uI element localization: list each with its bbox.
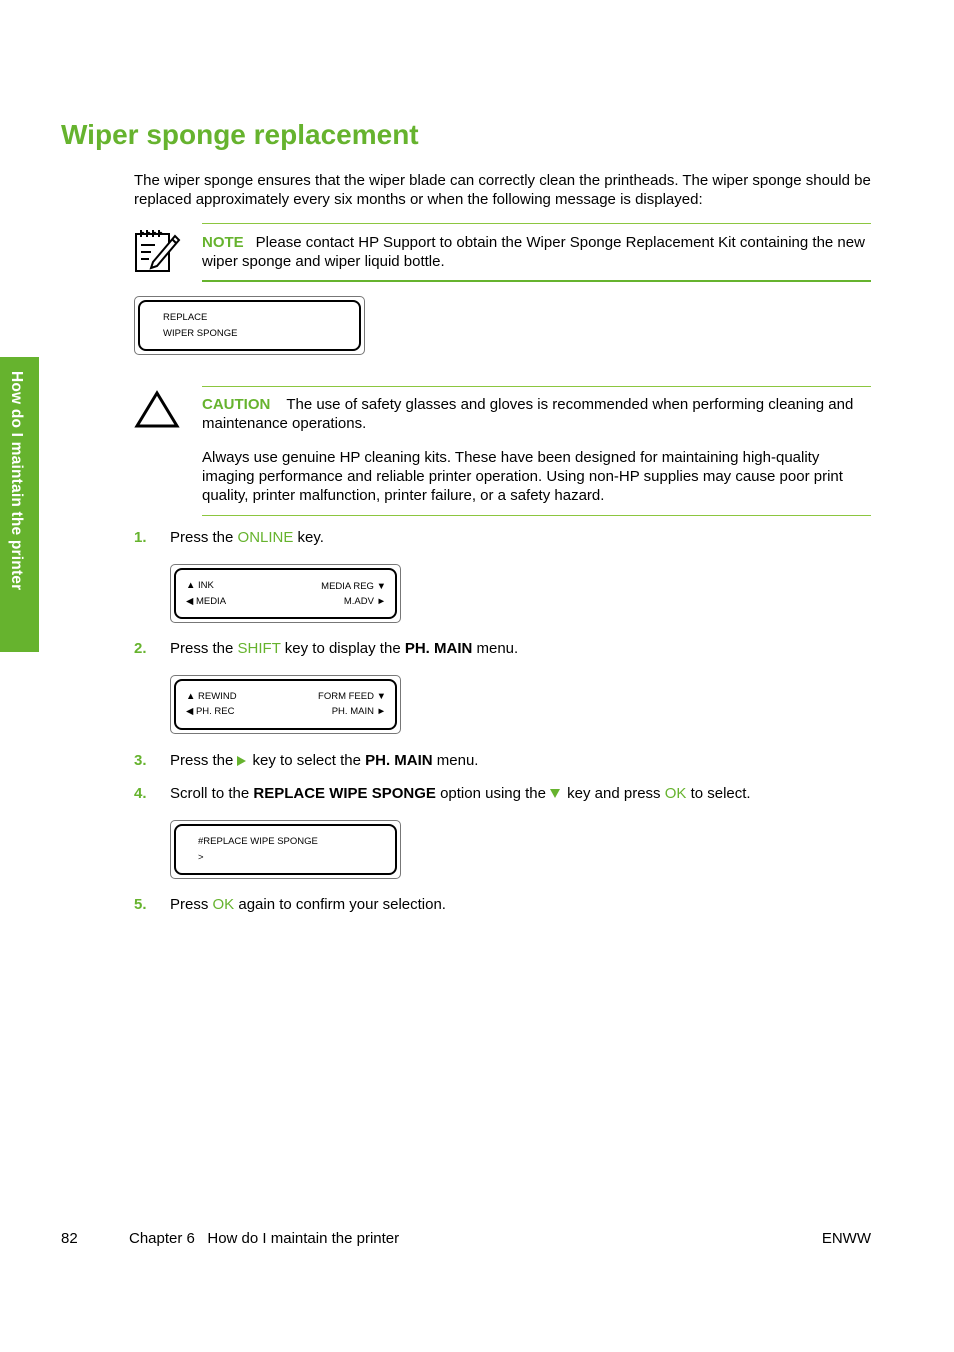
lcd-line-1: #REPLACE WIPE SPONGE	[198, 836, 318, 847]
step-number: 3.	[134, 752, 147, 769]
footer-locale: ENWW	[821, 1230, 871, 1247]
step-1: 1. Press the ONLINE key.	[134, 529, 324, 546]
step-5: 5. Press OK again to confirm your selection.	[134, 896, 446, 913]
side-tab-label: How do I maintain the printer	[8, 371, 25, 591]
lcd-line-2: >	[198, 852, 204, 863]
note-text	[202, 233, 874, 271]
caution-triangle-icon	[134, 390, 180, 430]
lcd-display-replace-wipe-sponge	[170, 820, 401, 879]
note-top-rule	[202, 223, 871, 224]
lcd-line-1: REPLACE	[163, 312, 208, 323]
lcd-display-shift-menu	[170, 675, 401, 734]
lcd-bottom-right: PH. MAIN ►	[331, 706, 386, 717]
intro-paragraph: The wiper sponge ensures that the wiper blade can correctly clean the printheads. The wiper sponge should be replaced approximately every six months or when the following message is displayed:	[134, 172, 871, 208]
step-number: 5.	[134, 896, 147, 913]
shift-key-label: SHIFT	[237, 640, 281, 657]
lcd-bottom-left: ◀ PH. REC	[186, 706, 235, 717]
footer-chapter: Chapter 6 How do I maintain the printer	[129, 1230, 400, 1247]
lcd-bottom-right: M.ADV ►	[343, 596, 386, 607]
lcd-top-right: FORM FEED ▼	[318, 691, 386, 702]
down-arrow-key-icon	[550, 789, 560, 798]
caution-label: CAUTION	[202, 396, 271, 413]
caution-body: The use of safety glasses and gloves is recommended when performing cleaning and maintenance operations.	[202, 396, 854, 432]
lcd-display-replace-sponge	[134, 296, 365, 355]
note-pencil-icon	[133, 226, 181, 274]
ok-key-label: OK	[664, 785, 687, 802]
step-number: 4.	[134, 785, 147, 802]
note-bottom-rule	[202, 280, 871, 282]
caution-top-rule	[202, 386, 871, 387]
lcd-display-online-menu	[170, 564, 401, 623]
page-title: Wiper sponge replacement	[61, 119, 419, 150]
caution-paragraph-2: Always use genuine HP cleaning kits. These have been designed for maintaining high-quality imaging performance and reliable printer operation. Using non-HP supplies may cause poor print quality, printer malfunction, printer failure, or a safety hazard.	[202, 449, 843, 504]
caution-bottom-rule	[202, 515, 871, 516]
page-number: 82	[61, 1230, 78, 1247]
lcd-line-2: WIPER SPONGE	[163, 328, 238, 339]
note-label: NOTE	[202, 234, 244, 251]
online-key-label: ONLINE	[237, 529, 294, 546]
note-body: Please contact HP Support to obtain the Wiper Sponge Replacement Kit containing the new wiper sponge and wiper liquid bottle.	[202, 234, 865, 270]
caution-text	[202, 395, 874, 433]
lcd-bottom-left: ◀ MEDIA	[186, 596, 227, 607]
lcd-top-left: ▲ INK	[186, 580, 214, 591]
step-3: 3. Press the key to select the PH. MAIN menu.	[134, 752, 479, 769]
lcd-top-right: MEDIA REG ▼	[321, 581, 386, 592]
step-2: 2. Press the SHIFT key to display the PH. MAIN menu.	[134, 640, 519, 657]
ok-key-label: OK	[212, 896, 235, 913]
right-arrow-key-icon	[237, 756, 246, 766]
lcd-top-left: ▲ REWIND	[186, 691, 237, 702]
step-4: 4. Scroll to the REPLACE WIPE SPONGE option using the key and press OK to select.	[134, 785, 751, 802]
chapter-side-tab	[0, 357, 39, 652]
step-number: 1.	[134, 529, 147, 546]
step-number: 2.	[134, 640, 147, 657]
